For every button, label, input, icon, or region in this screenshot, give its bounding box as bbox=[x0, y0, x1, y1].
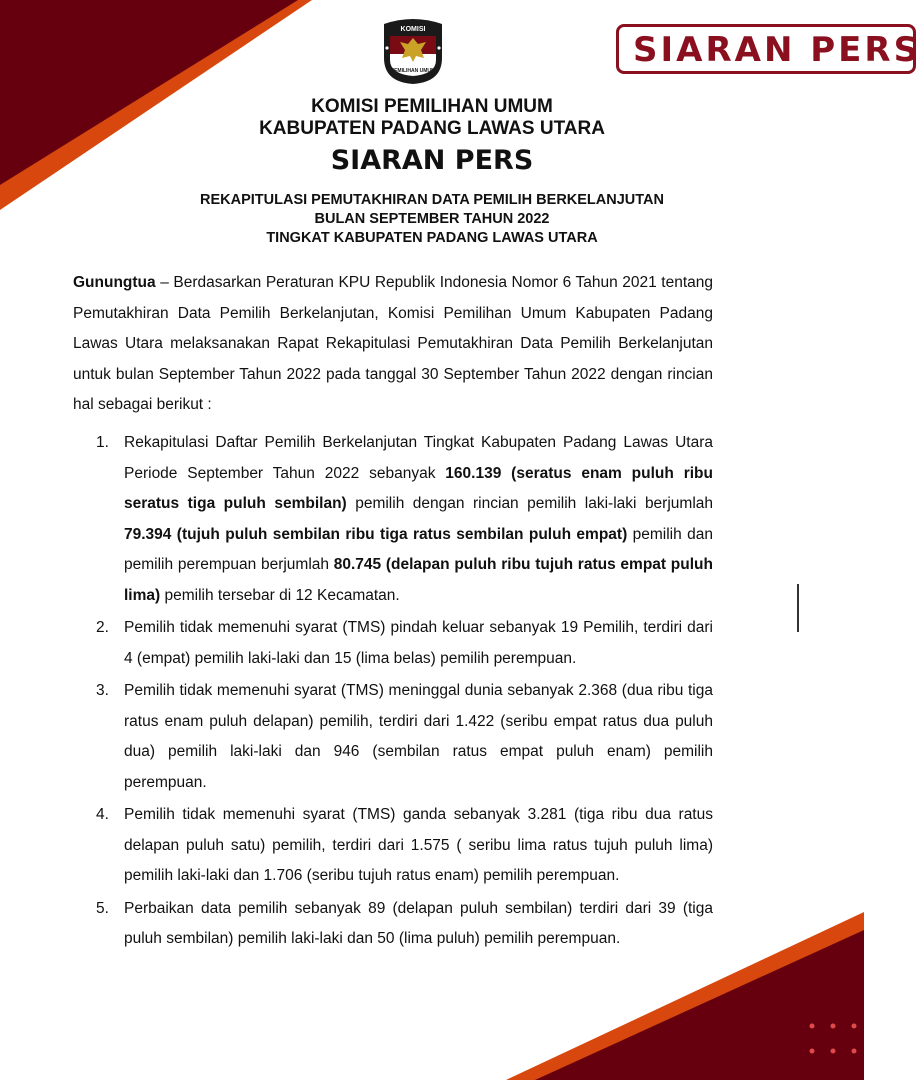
item-text: Pemilih tidak memenuhi syarat (TMS) meninggal dunia sebanyak 2.368 (dua ribu tiga ratus enam puluh delapan) pemilih, terdiri dari 1.422 (seribu empat ratus dua puluh dua) pemilih laki-laki dan 946 (sembilan ratus empat puluh enam) pemilih perempuan. bbox=[124, 682, 713, 791]
stamp-label: SIARAN PERS bbox=[633, 30, 921, 70]
svg-text:PEMILIHAN UMUM: PEMILIHAN UMUM bbox=[390, 68, 436, 74]
org-name-line1: KOMISI PEMILIHAN UMUM bbox=[311, 96, 553, 117]
org-name-line2: KABUPATEN PADANG LAWAS UTARA bbox=[259, 118, 605, 139]
document-title: SIARAN PERS bbox=[330, 145, 534, 176]
female-voters: 80.745 (delapan puluh ribu tujuh ratus empat puluh lima) bbox=[124, 556, 713, 604]
intro-text: – Berdasarkan Peraturan KPU Republik Indonesia Nomor 6 Tahun 2021 tentang Pemutakhiran Data Pemilih Berkelanjutan, Komisi Pemilihan Umum Kabupaten Padang Lawas Utara melaksanakan Rapat Rekapitulasi Pemutakhiran Data Pemilih Berkelanjutan untuk bulan September Tahun 2022 pada tanggal 30 September Tahun 2022 dengan rincian hal sebagai berikut : bbox=[73, 274, 713, 413]
list-number: 1. bbox=[96, 434, 109, 451]
svg-text:KOMISI: KOMISI bbox=[400, 26, 426, 33]
list-number: 3. bbox=[96, 682, 109, 699]
total-voters: 160.139 (seratus enam puluh ribu seratus tiga puluh sembilan) bbox=[124, 464, 713, 512]
text-cursor bbox=[797, 584, 799, 632]
list-item bbox=[96, 613, 713, 674]
list-item bbox=[96, 428, 713, 611]
dateline-place: Gunungtua bbox=[73, 274, 156, 291]
intro-paragraph bbox=[73, 268, 713, 421]
kpu-logo-icon bbox=[378, 16, 448, 86]
subtitle-line3: TINGKAT KABUPATEN PADANG LAWAS UTARA bbox=[266, 230, 598, 246]
list-number: 4. bbox=[96, 806, 109, 823]
list-number: 5. bbox=[96, 899, 109, 917]
subtitle-line1: REKAPITULASI PEMUTAKHIRAN DATA PEMILIH BERKELANJUTAN bbox=[200, 192, 664, 208]
list-item bbox=[96, 676, 713, 798]
list-item bbox=[96, 800, 713, 892]
item-text: Rekapitulasi Daftar Pemilih Berkelanjutan Tingkat Kabupaten Padang Lawas Utara Periode September Tahun 2022 sebanyak bbox=[124, 434, 713, 482]
item-text: Perbaikan data pemilih sebanyak 89 (delapan puluh sembilan) terdiri dari 39 (tiga puluh sembilan) pemilih laki-laki dan 50 (lima puluh) pemilih perempuan. bbox=[124, 899, 713, 947]
list-item bbox=[96, 894, 713, 955]
item-text: pemilih dengan rincian pemilih laki-laki berjumlah bbox=[346, 495, 713, 512]
press-release-stamp bbox=[616, 24, 921, 74]
item-text: Pemilih tidak memenuhi syarat (TMS) ganda sebanyak 3.281 (tiga ribu dua ratus delapan puluh satu) pemilih, terdiri dari 1.575 ( seribu lima ratus tujuh puluh lima) pemilih laki-laki dan 1.706 (seribu tujuh ratus enam) pemilih perempuan. bbox=[124, 806, 713, 884]
male-voters: 79.394 (tujuh puluh sembilan ribu tiga ratus sembilan puluh empat) bbox=[124, 525, 628, 543]
details-list bbox=[96, 428, 713, 957]
item-text: pemilih tersebar di 12 Kecamatan. bbox=[160, 586, 400, 604]
item-text: pemilih dan pemilih perempuan berjumlah bbox=[124, 525, 713, 573]
item-text: Pemilih tidak memenuhi syarat (TMS) pindah keluar sebanyak 19 Pemilih, terdiri dari 4 (empat) pemilih laki-laki dan 15 (lima belas) pemilih perempuan. bbox=[124, 619, 713, 667]
list-number: 2. bbox=[96, 619, 109, 636]
subtitle-line2: BULAN SEPTEMBER TAHUN 2022 bbox=[314, 211, 550, 227]
